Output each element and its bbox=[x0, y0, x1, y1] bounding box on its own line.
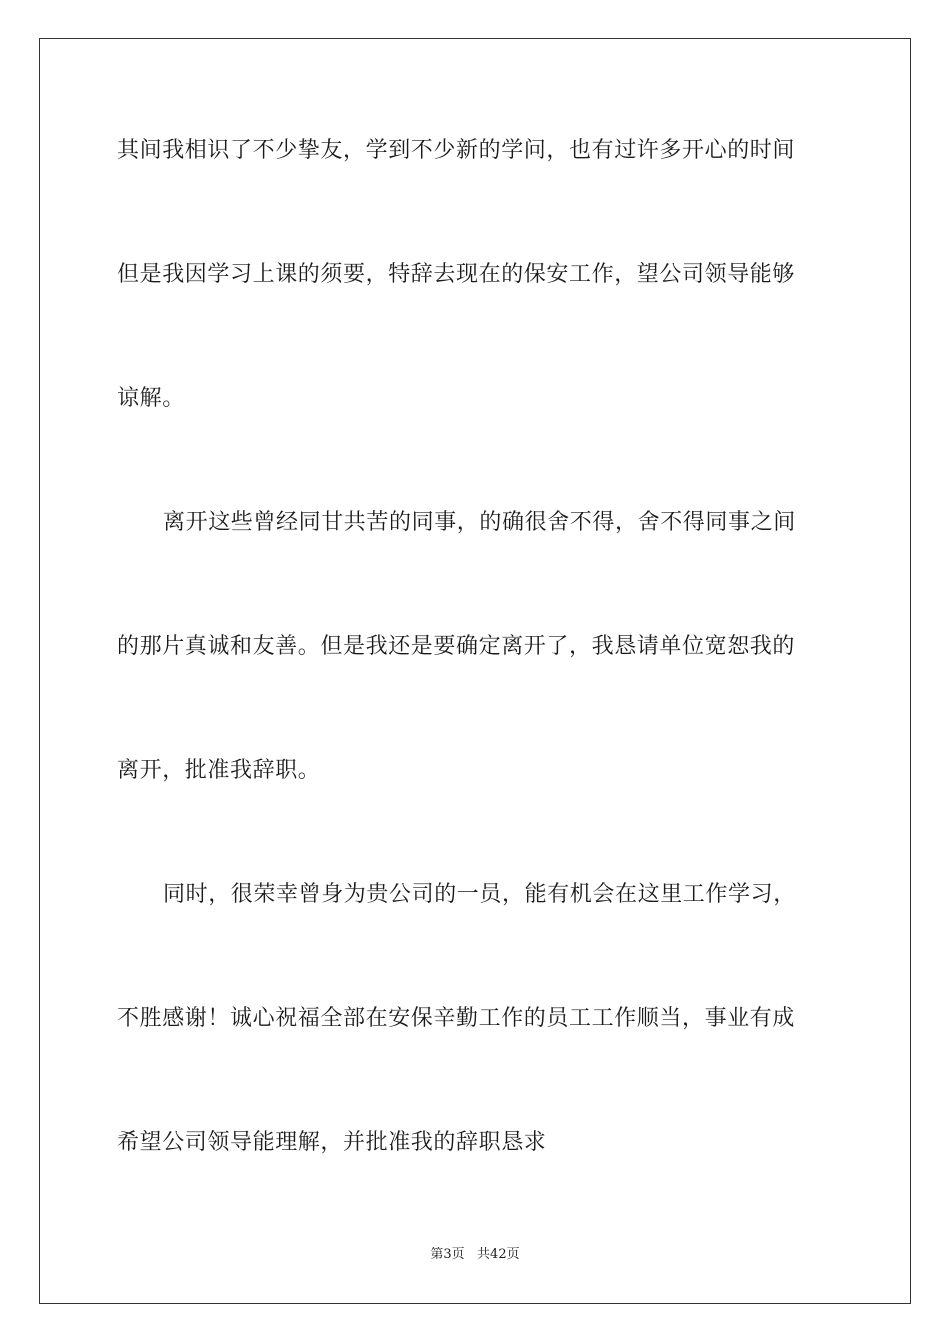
body-line-5: 的那片真诚和友善。但是我还是要确定离开了，我恳请单位宽恕我的 bbox=[117, 634, 796, 659]
body-line-1: 其间我相识了不少挚友，学到不少新的学问，也有过许多开心的时间 bbox=[117, 138, 796, 163]
body-line-8: 不胜感谢！诚心祝福全部在安保辛勤工作的员工工作顺当，事业有成 bbox=[117, 1006, 796, 1031]
body-line-6: 离开，批准我辞职。 bbox=[117, 758, 321, 783]
body-line-4: 离开这些曾经同甘共苦的同事，的确很舍不得，舍不得同事之间 bbox=[163, 510, 796, 535]
page-border bbox=[39, 38, 911, 1304]
body-line-7: 同时，很荣幸曾身为贵公司的一员，能有机会在这里工作学习， bbox=[163, 882, 796, 907]
body-line-3: 谅解。 bbox=[117, 386, 185, 411]
body-line-9: 希望公司领导能理解，并批准我的辞职恳求 bbox=[117, 1130, 547, 1155]
page-number-footer: 第3页 共42页 bbox=[430, 1247, 520, 1262]
body-line-2: 但是我因学习上课的须要，特辞去现在的保安工作，望公司领导能够 bbox=[117, 262, 796, 287]
